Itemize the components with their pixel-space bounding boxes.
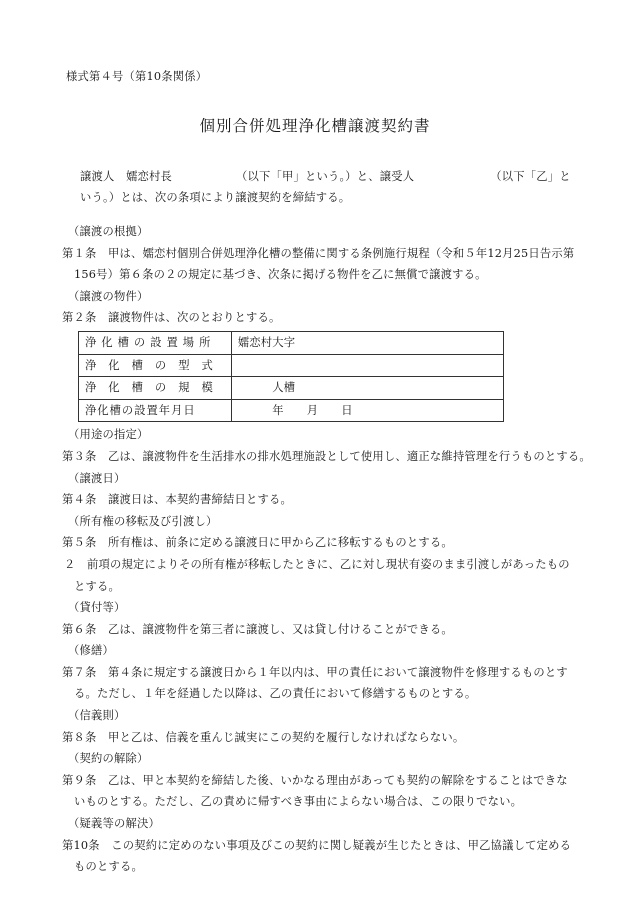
table-value: 嬬恋村大字 bbox=[231, 331, 503, 354]
property-table bbox=[78, 331, 504, 422]
table-row bbox=[79, 331, 504, 354]
table-row bbox=[79, 377, 504, 400]
article-heading: （契約の解除） bbox=[68, 752, 149, 766]
article-heading: （修繕） bbox=[68, 644, 114, 658]
article-line: 第４条 譲渡日は、本契約書締結日とする。 bbox=[62, 493, 292, 507]
article-heading: （譲渡日） bbox=[68, 471, 126, 485]
intro-paragraph bbox=[66, 166, 586, 208]
articles-body bbox=[62, 221, 592, 878]
article-line: 第７条 第４条に規定する譲渡日から１年以内は、甲の責任において譲渡物件を修理するものとす bbox=[62, 665, 568, 679]
article-line: る。ただし、１年を経過した以降は、乙の責任において修繕するものとする。 bbox=[74, 687, 477, 701]
table-label: 浄化槽の型式 bbox=[79, 354, 232, 377]
article-line: とする。 bbox=[74, 579, 120, 593]
article-heading: （譲渡の物件） bbox=[68, 289, 149, 303]
transferor-text: 譲渡人 嬬恋村長 bbox=[80, 170, 172, 183]
article-heading: （譲渡の根拠） bbox=[68, 225, 149, 238]
article-line: ものとする。 bbox=[74, 860, 143, 874]
article-heading: （疑義等の解決） bbox=[68, 817, 160, 831]
table-row bbox=[79, 354, 504, 377]
article-line: 第３条 乙は、譲渡物件を生活排水の排水処理施設として使用し、適正な維持管理を行うものとする。 bbox=[62, 449, 591, 463]
article-line: 第１条 甲は、嬬恋村個別合併処理浄化槽の整備に関する条例施行規程（令和５年12月25日告示第 bbox=[62, 246, 575, 260]
form-number: 様式第４号（第10条関係） bbox=[66, 70, 208, 83]
intro-line-2: いう。）とは、次の条項により譲渡契約を締結する。 bbox=[80, 191, 351, 204]
article-line: 第８条 甲と乙は、信義を重んじ誠実にこの契約を履行しなければならない。 bbox=[62, 730, 465, 744]
article-line: 第６条 乙は、譲渡物件を第三者に譲渡し、又は貸し付けることができる。 bbox=[62, 622, 453, 636]
article-line: いものとする。ただし、乙の責めに帰すべき事由によらない場合は、この限りでない。 bbox=[74, 795, 523, 809]
table-label: 浄化槽の規模 bbox=[79, 377, 232, 400]
article-line: 第５条 所有権は、前条に定める譲渡日に甲から乙に移転するものとする。 bbox=[62, 536, 453, 550]
article-line: 第10条 この契約に定めのない事項及びこの契約に関し疑義が生じたときは、甲乙協議して定める bbox=[62, 838, 572, 852]
table-value: 年 月 日 bbox=[231, 399, 503, 422]
transferor-suffix-text: （以下「甲」という。）と、譲受人 bbox=[235, 170, 415, 183]
intro-line-1 bbox=[66, 166, 586, 187]
table-row bbox=[79, 399, 504, 422]
article-line: 156号）第６条の２の規定に基づき、次条に掲げる物件を乙に無償で譲渡する。 bbox=[74, 268, 487, 282]
table-label: 浄化槽の設置年月日 bbox=[79, 399, 232, 422]
transferee-suffix-text: （以下「乙」と bbox=[490, 170, 571, 183]
table-value: 人槽 bbox=[231, 377, 503, 400]
document-title: 個別合併処理浄化槽譲渡契約書 bbox=[199, 117, 431, 135]
table-label: 浄化槽の設置場所 bbox=[79, 331, 232, 354]
article-line: ２ 前項の規定によりその所有権が移転したときに、乙に対し現状有姿のまま引渡しがあったもの bbox=[64, 557, 570, 571]
article-heading: （用途の指定） bbox=[68, 428, 149, 442]
article-heading: （信義則） bbox=[68, 709, 126, 723]
table-value bbox=[231, 354, 503, 377]
article-heading: （貸付等） bbox=[68, 601, 126, 615]
article-line: 第２条 譲渡物件は、次のとおりとする。 bbox=[62, 311, 281, 325]
article-line: 第９条 乙は、甲と本契約を締結した後、いかなる理由があっても契約の解除をすることはできな bbox=[62, 773, 568, 787]
article-heading: （所有権の移転及び引渡し） bbox=[68, 514, 218, 528]
